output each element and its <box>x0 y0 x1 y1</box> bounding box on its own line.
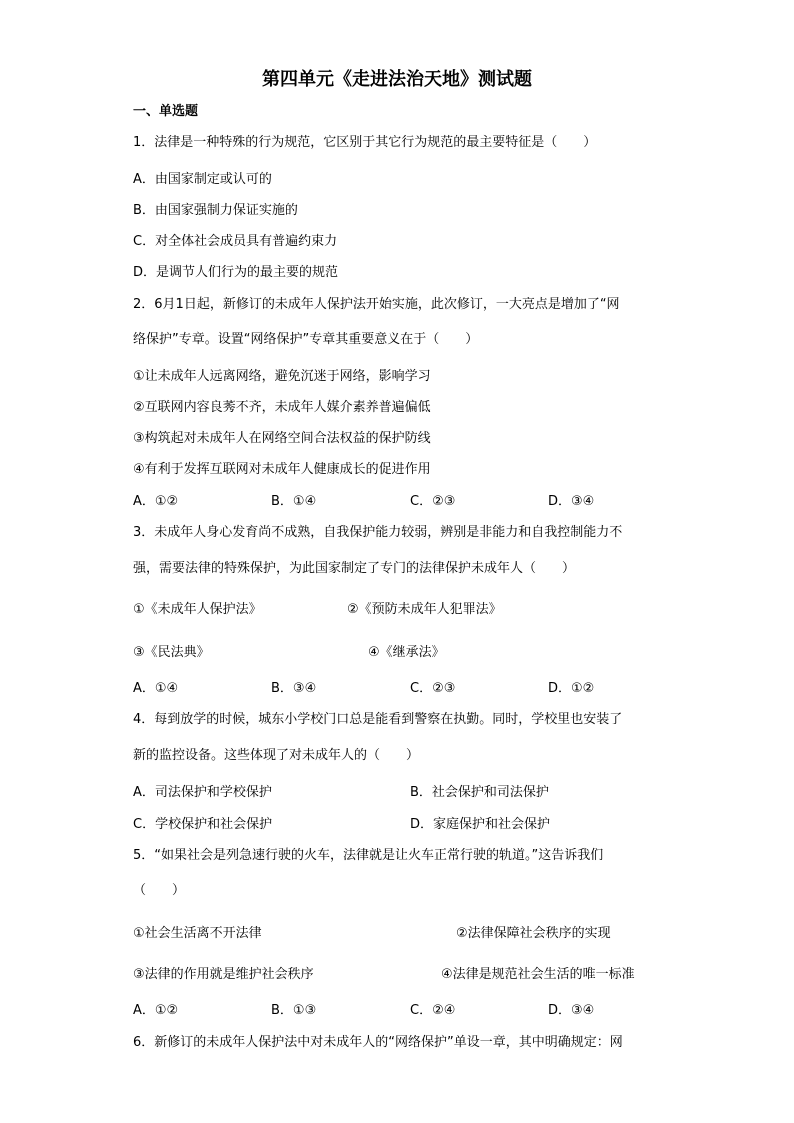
question-2-item-4: ④有利于发挥互联网对未成年人健康成长的促进作用 <box>133 462 431 477</box>
question-2-item-1: ①让未成年人远离网络，避免沉迷于网络，影响学习 <box>133 369 431 384</box>
question-5-option-a: A．①② <box>133 1003 179 1018</box>
question-3-item-3: ③《民法典》 <box>133 645 210 660</box>
question-3-option-a: A．①④ <box>133 681 179 696</box>
question-3-options <box>0 680 794 698</box>
question-2-option-d: D．③④ <box>548 494 595 509</box>
question-5-item-1: ①社会生活离不开法律 <box>133 926 262 941</box>
question-2-item-3: ③构筑起对未成年人在网络空间合法权益的保护防线 <box>133 431 431 446</box>
question-3-option-b: B．③④ <box>271 681 317 696</box>
question-5-option-c: C．②④ <box>410 1003 456 1018</box>
question-5-item-4: ④法律是规范社会生活的唯一标准 <box>441 967 635 982</box>
question-1-option-c: C．对全体社会成员具有普遍约束力 <box>133 234 338 249</box>
question-4-option-d: D．家庭保护和社会保护 <box>410 817 551 832</box>
question-5-option-d: D．③④ <box>548 1003 595 1018</box>
question-4-options-row-2 <box>0 816 794 834</box>
question-4-stem-line-1: 4．每到放学的时候，城东小学校门口总是能看到警察在执勤。同时，学校里也安装了 <box>133 712 623 727</box>
question-3-item-4: ④《继承法》 <box>368 645 445 660</box>
question-4-stem-line-2: 新的监控设备。这些体现了对未成年人的（ ） <box>133 748 420 763</box>
question-5-items-row-1 <box>0 925 794 943</box>
question-5-stem-line-2: （ ） <box>133 883 186 898</box>
question-3-items-row-2 <box>0 644 794 662</box>
question-1-option-a: A．由国家制定或认可的 <box>133 172 272 187</box>
question-2-option-c: C．②③ <box>410 494 456 509</box>
question-2-option-a: A．①② <box>133 494 179 509</box>
question-3-option-d: D．①② <box>548 681 595 696</box>
question-5-options <box>0 1002 794 1020</box>
question-1-option-b: B．由国家强制力保证实施的 <box>133 203 298 218</box>
question-3-stem-line-2: 强，需要法律的特殊保护，为此国家制定了专门的法律保护未成年人（ ） <box>133 561 576 576</box>
question-2-option-b: B．①④ <box>271 494 317 509</box>
section-heading: 一、单选题 <box>133 104 199 119</box>
question-1-stem: 1．法律是一种特殊的行为规范，它区别于其它行为规范的最主要特征是（ ） <box>133 135 597 150</box>
page-title: 第四单元《走进法治天地》测试题 <box>262 69 532 90</box>
question-2-item-2: ②互联网内容良莠不齐，未成年人媒介素养普遍偏低 <box>133 400 431 415</box>
question-4-option-a: A．司法保护和学校保护 <box>133 785 272 800</box>
question-5-items-row-2 <box>0 966 794 984</box>
question-3-items-row-1 <box>0 601 794 619</box>
question-3-option-c: C．②③ <box>410 681 456 696</box>
question-5-item-2: ②法律保障社会秩序的实现 <box>456 926 611 941</box>
question-3-stem-line-1: 3．未成年人身心发育尚不成熟，自我保护能力较弱，辨别是非能力和自我控制能力不 <box>133 525 623 540</box>
question-3-item-1: ①《未成年人保护法》 <box>133 602 262 617</box>
question-6-stem-line-1: 6．新修订的未成年人保护法中对未成年人的“网络保护”单设一章，其中明确规定：网 <box>133 1035 623 1050</box>
question-5-stem-line-1: 5．“如果社会是列急速行驶的火车，法律就是让火车正常行驶的轨道。”这告诉我们 <box>133 848 604 863</box>
question-4-option-b: B．社会保护和司法保护 <box>410 785 549 800</box>
question-4-options-row-1 <box>0 784 794 802</box>
question-2-options <box>0 493 794 511</box>
question-5-item-3: ③法律的作用就是维护社会秩序 <box>133 967 314 982</box>
question-1-option-d: D．是调节人们行为的最主要的规范 <box>133 265 339 280</box>
question-3-item-2: ②《预防未成年人犯罪法》 <box>347 602 502 617</box>
question-4-option-c: C．学校保护和社会保护 <box>133 817 273 832</box>
question-2-stem-line-2: 络保护”专章。设置“网络保护”专章其重要意义在于（ ） <box>133 332 479 347</box>
question-5-option-b: B．①③ <box>271 1003 317 1018</box>
question-2-stem-line-1: 2．6月1日起，新修订的未成年人保护法开始实施，此次修订，一大亮点是增加了“网 <box>133 297 620 312</box>
